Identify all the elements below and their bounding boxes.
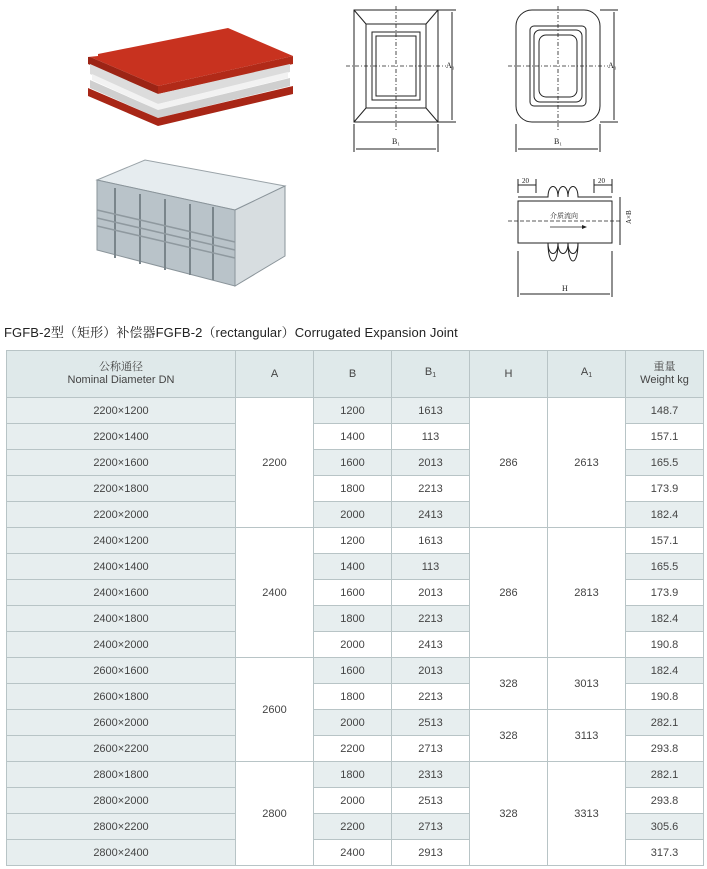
- h-cell: 286: [470, 528, 548, 658]
- dn-cell: 2200×1400: [7, 424, 236, 450]
- h-cell: 286: [470, 398, 548, 528]
- b1-cell: 2513: [392, 788, 470, 814]
- dn-cell: 2400×1400: [7, 554, 236, 580]
- header-h: H: [470, 351, 548, 398]
- dn-cell: 2800×2400: [7, 840, 236, 866]
- dn-cell: 2800×2200: [7, 814, 236, 840]
- b-cell: 1600: [314, 580, 392, 606]
- a-cell: 2400: [236, 528, 314, 658]
- dn-cell: 2800×1800: [7, 762, 236, 788]
- b1-dimension-label-b: B₁: [554, 137, 563, 146]
- a1-cell: 2613: [548, 398, 626, 528]
- b1-cell: 1613: [392, 398, 470, 424]
- a1-cell: 3113: [548, 710, 626, 762]
- h-dimension-label: H: [562, 284, 568, 293]
- b-cell: 1400: [314, 554, 392, 580]
- dn-cell: 2400×2000: [7, 632, 236, 658]
- weight-cell: 182.4: [626, 502, 704, 528]
- b-cell: 1200: [314, 528, 392, 554]
- b-cell: 2000: [314, 502, 392, 528]
- header-a1-sub: 1: [588, 372, 593, 379]
- weight-cell: 190.8: [626, 632, 704, 658]
- weight-cell: 293.8: [626, 788, 704, 814]
- b1-cell: 2413: [392, 632, 470, 658]
- flow-direction-label: 介质流向: [550, 213, 578, 220]
- header-weight-cn: 重量: [653, 361, 676, 373]
- b1-cell: 2213: [392, 476, 470, 502]
- b1-cell: 2313: [392, 762, 470, 788]
- header-dn: [7, 351, 236, 398]
- header-b1-base: B: [424, 366, 433, 378]
- b-cell: 1800: [314, 606, 392, 632]
- header-dn-cn: 公称通径: [99, 361, 143, 373]
- rounded-frame-drawing: [508, 6, 628, 158]
- dn-cell: 2400×1800: [7, 606, 236, 632]
- b-cell: 1600: [314, 658, 392, 684]
- weight-cell: 305.6: [626, 814, 704, 840]
- weight-cell: 182.4: [626, 606, 704, 632]
- header-weight-en: Weight kg: [640, 374, 689, 386]
- header-b1-sub: 1: [432, 372, 437, 379]
- header-dn-en: Nominal Diameter DN: [67, 374, 175, 386]
- b1-cell: 113: [392, 554, 470, 580]
- dn-cell: 2600×2200: [7, 736, 236, 762]
- table-header-row: [7, 351, 704, 398]
- h-cell: 328: [470, 762, 548, 866]
- weight-cell: 282.1: [626, 762, 704, 788]
- header-a1: [548, 351, 626, 398]
- a-cell: 2200: [236, 398, 314, 528]
- b-cell: 2400: [314, 840, 392, 866]
- dn-cell: 2400×1200: [7, 528, 236, 554]
- a1-cell: 2813: [548, 528, 626, 658]
- weight-cell: 165.5: [626, 450, 704, 476]
- b1-cell: 2413: [392, 502, 470, 528]
- b-cell: 2200: [314, 814, 392, 840]
- b-cell: 2000: [314, 788, 392, 814]
- dn-cell: 2600×1600: [7, 658, 236, 684]
- b-cell: 2200: [314, 736, 392, 762]
- header-weight: [626, 351, 704, 398]
- weight-cell: 317.3: [626, 840, 704, 866]
- b1-cell: 2713: [392, 814, 470, 840]
- b1-cell: 2013: [392, 658, 470, 684]
- section-drawing: [508, 175, 636, 300]
- a1-cell: 3013: [548, 658, 626, 710]
- dn-cell: 2200×1600: [7, 450, 236, 476]
- a1-dimension-label: A₁: [446, 61, 455, 70]
- weight-cell: 165.5: [626, 554, 704, 580]
- table-row: [7, 658, 704, 684]
- dn-cell: 2200×2000: [7, 502, 236, 528]
- h-cell: 328: [470, 658, 548, 710]
- b1-cell: 2213: [392, 684, 470, 710]
- b1-cell: 2713: [392, 736, 470, 762]
- table-row: [7, 528, 704, 554]
- weight-cell: 182.4: [626, 658, 704, 684]
- b1-cell: 2513: [392, 710, 470, 736]
- axb-dimension-label: A×B: [625, 210, 633, 224]
- header-a1-base: A: [580, 366, 589, 378]
- header-b1: [392, 351, 470, 398]
- a-cell: 2800: [236, 762, 314, 866]
- weight-cell: 173.9: [626, 476, 704, 502]
- a1-cell: 3313: [548, 762, 626, 866]
- b-cell: 2000: [314, 710, 392, 736]
- b-cell: 1600: [314, 450, 392, 476]
- dn-cell: 2200×1200: [7, 398, 236, 424]
- table-title: FGFB-2型（矩形）补偿器FGFB-2（rectangular）Corrugated Expansion Joint: [4, 325, 458, 340]
- dn-cell: 2800×2000: [7, 788, 236, 814]
- b1-cell: 2913: [392, 840, 470, 866]
- weight-cell: 282.1: [626, 710, 704, 736]
- b1-cell: 2013: [392, 580, 470, 606]
- table-row: [7, 398, 704, 424]
- weight-cell: 190.8: [626, 684, 704, 710]
- b1-cell: 1613: [392, 528, 470, 554]
- dn-cell: 2600×1800: [7, 684, 236, 710]
- header-b: B: [314, 351, 392, 398]
- b-cell: 1800: [314, 684, 392, 710]
- h-cell: 328: [470, 710, 548, 762]
- dim-20-right: 20: [598, 177, 605, 185]
- a1-dimension-label-b: A₁: [608, 61, 617, 70]
- b-cell: 1800: [314, 762, 392, 788]
- dim-20-left: 20: [522, 177, 529, 185]
- b-cell: 2000: [314, 632, 392, 658]
- weight-cell: 173.9: [626, 580, 704, 606]
- a-cell: 2600: [236, 658, 314, 762]
- b-cell: 1400: [314, 424, 392, 450]
- weight-cell: 148.7: [626, 398, 704, 424]
- table-row: [7, 710, 704, 736]
- weight-cell: 157.1: [626, 424, 704, 450]
- box-expansion-joint-photo: [85, 158, 290, 293]
- header-a: A: [236, 351, 314, 398]
- b-cell: 1200: [314, 398, 392, 424]
- dn-cell: 2200×1800: [7, 476, 236, 502]
- weight-cell: 157.1: [626, 528, 704, 554]
- square-frame-drawing: [342, 6, 467, 158]
- b1-cell: 113: [392, 424, 470, 450]
- specification-table: [6, 350, 704, 866]
- b1-cell: 2013: [392, 450, 470, 476]
- dn-cell: 2400×1600: [7, 580, 236, 606]
- table-row: [7, 762, 704, 788]
- weight-cell: 293.8: [626, 736, 704, 762]
- dn-cell: 2600×2000: [7, 710, 236, 736]
- red-expansion-joint-photo: [78, 18, 298, 128]
- b1-cell: 2213: [392, 606, 470, 632]
- b1-dimension-label: B₁: [392, 137, 401, 146]
- b-cell: 1800: [314, 476, 392, 502]
